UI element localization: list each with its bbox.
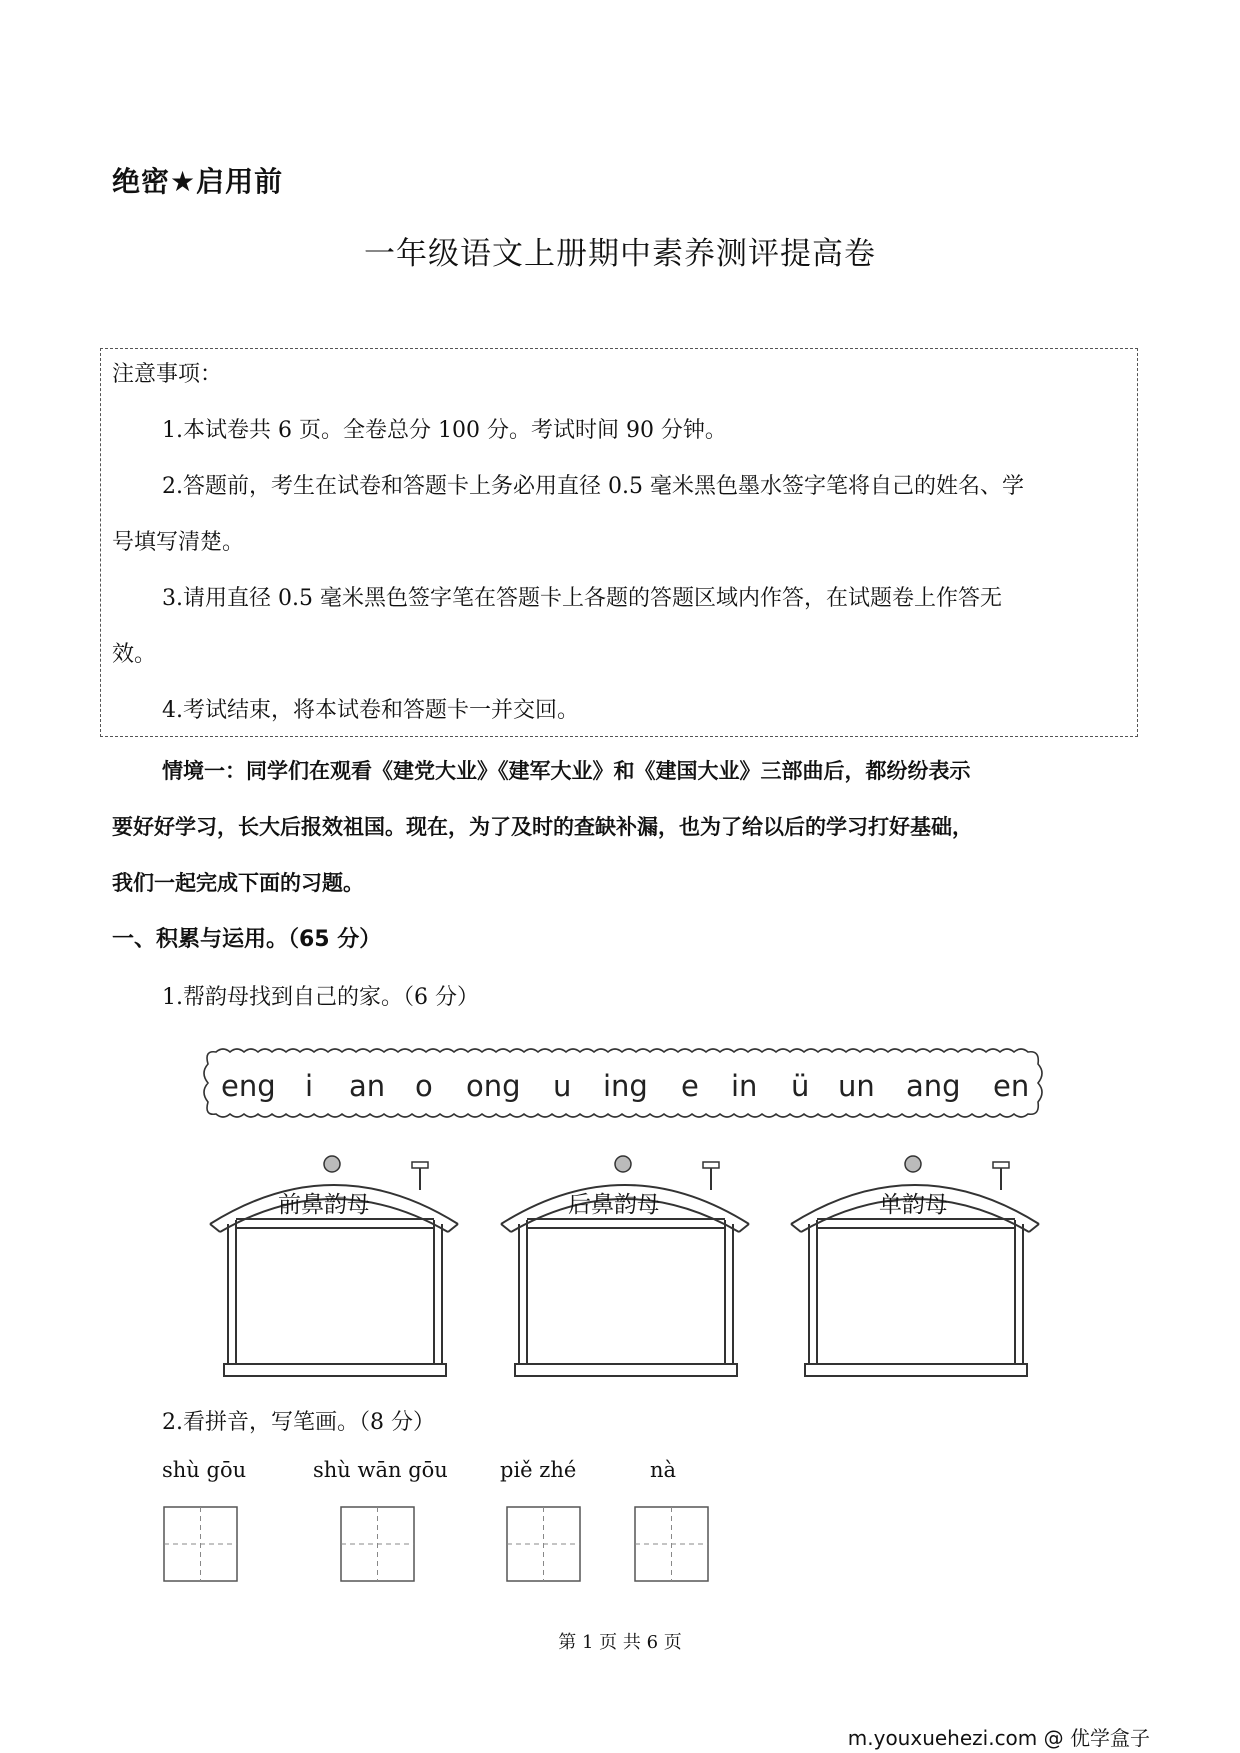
vowel-an: an: [349, 1069, 386, 1103]
question-2-prompt: 2.看拼音，写笔画。（8 分）: [162, 1410, 435, 1435]
house-label-single-vowel: 单韵母: [879, 1192, 948, 1218]
writing-grid[interactable]: [163, 1506, 238, 1582]
notice-heading: 注意事项：: [112, 362, 223, 387]
house-label-back-nasal: 后鼻韵母: [568, 1192, 660, 1218]
pinyin-na: nà: [650, 1458, 677, 1482]
vowel-o: o: [415, 1069, 433, 1103]
pinyin-shu-wan-gou: shù wān gōu: [313, 1458, 448, 1482]
notice-item: 3.请用直径 0.5 毫米黑色签字笔在答题卡上各题的答题区域内作答，在试题卷上作答无: [162, 586, 1002, 611]
pinyin-shu-gou: shù gōu: [162, 1458, 247, 1482]
vowel-e: e: [681, 1069, 699, 1103]
scenario-line: 情境一：同学们在观看《建党大业》《建军大业》和《建国大业》三部曲后，都纷纷表示: [162, 759, 971, 783]
vowel-eng: eng: [221, 1069, 276, 1103]
scenario-line: 要好好学习，长大后报效祖国。现在，为了及时的查缺补漏，也为了给以后的学习打好基础，: [112, 815, 973, 839]
notice-item: 1.本试卷共 6 页。全卷总分 100 分。考试时间 90 分钟。: [162, 418, 727, 443]
page-footer: 第 1 页 共 6 页: [558, 1632, 682, 1653]
vowel-u: u: [553, 1069, 572, 1103]
vowel-i: i: [305, 1069, 314, 1103]
scenario-line: 我们一起完成下面的习题。: [112, 871, 364, 895]
vowel-un: un: [838, 1069, 875, 1103]
pinyin-pie-zhe: piě zhé: [500, 1458, 577, 1482]
vowel-ing: ing: [603, 1069, 648, 1103]
page-title: 一年级语文上册期中素养测评提高卷: [364, 236, 876, 272]
house-label-front-nasal: 前鼻韵母: [278, 1192, 370, 1218]
writing-grid[interactable]: [634, 1506, 709, 1582]
question-1-prompt: 1.帮韵母找到自己的家。（6 分）: [162, 985, 479, 1010]
notice-item: 4.考试结束，将本试卷和答题卡一并交回。: [162, 698, 579, 723]
notice-item: 2.答题前，考生在试卷和答题卡上务必用直径 0.5 毫米黑色墨水签字笔将自己的姓名、学: [162, 474, 1024, 499]
watermark: m.youxuehezi.com @ 优学盒子: [847, 1726, 1150, 1750]
notice-item: 效。: [112, 642, 157, 667]
vowel-u-umlaut: ü: [791, 1069, 810, 1103]
vowel-ang: ang: [906, 1069, 961, 1103]
section-title: 一、积累与运用。（65 分）: [112, 927, 382, 952]
vowel-ong: ong: [466, 1069, 521, 1103]
writing-grid[interactable]: [506, 1506, 581, 1582]
secret-label: 绝密★启用前: [112, 165, 284, 198]
writing-grid[interactable]: [340, 1506, 415, 1582]
vowel-in: in: [731, 1069, 758, 1103]
vowel-en: en: [993, 1069, 1030, 1103]
notice-item: 号填写清楚。: [112, 530, 245, 555]
notice-box: [100, 348, 1138, 737]
